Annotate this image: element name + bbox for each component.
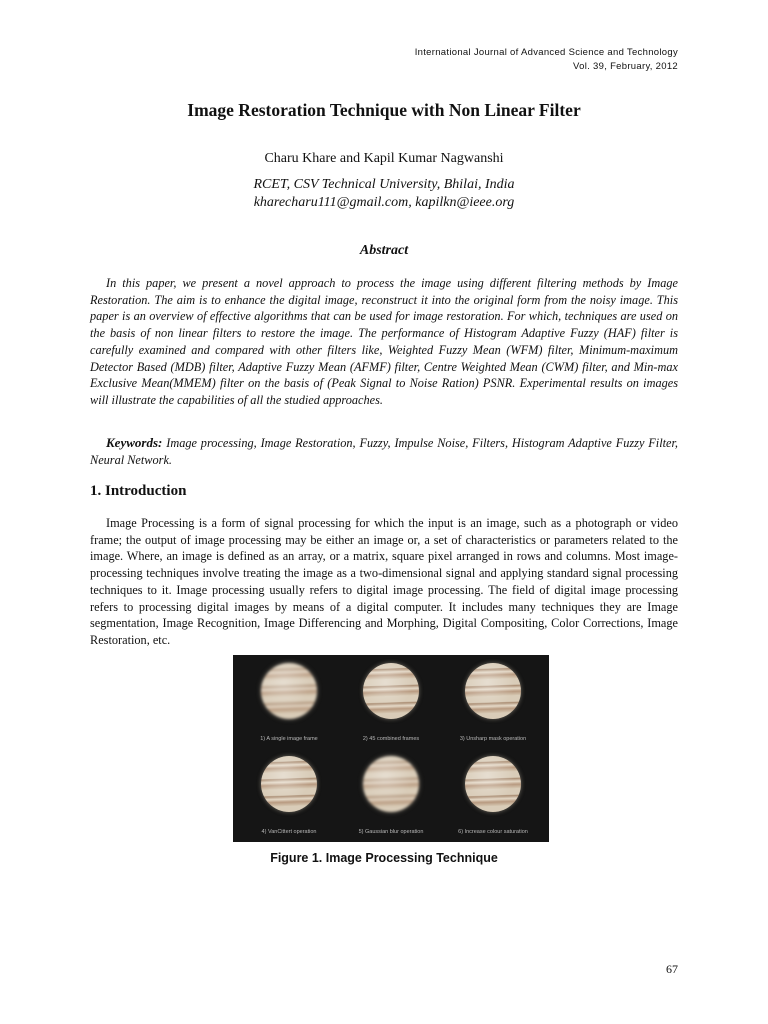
page-number: 67 bbox=[666, 962, 678, 976]
planet-image bbox=[261, 756, 317, 812]
abstract-heading: Abstract bbox=[359, 243, 409, 258]
planet-image bbox=[363, 756, 419, 812]
journal-volume: Vol. 39, February, 2012 bbox=[573, 61, 678, 72]
figure-panel bbox=[347, 655, 435, 748]
planet-image bbox=[465, 663, 521, 719]
introduction-text: Image Processing is a form of signal processing for which the input is an image, such as a photograph or video frame; the output of image processing may be either an image or, a set of characteristics or parameters related to the image. Where, an image is defined as an array, or a matrix, square pixel arranged in rows and columns. Most image-processing techniques involve treating the image as a two-dimensional signal and applying standard signal processing techniques to it. Image processing usually refers to digital image processing. The field of digital image processing refers to processing digital images by means of a digital computer. It includes many techniques they are Image segmentation, Image Recognition, Image Differencing and Morphing, Digital Compositing, Color Corrections, Image Restoration, etc. bbox=[90, 516, 678, 647]
abstract-text: In this paper, we present a novel approach to process the image using different filtering methods by Image Restoration. The aim is to enhance the digital image, reconstruct it into the original form from the noisy image. This paper is an overview of effective algorithms that can be used for image restoration. For which, techniques are used on the basis of non linear filters to restore the image. The performance of Histogram Adaptive Fuzzy (HAF) filter is carefully examined and compared with other filters like, Weighted Fuzzy Mean (WFM) filter, Minimum-maximum Detector Based (MDB) filter, Adaptive Fuzzy Mean (AFMF) filter, Centre Weighted Mean (CWM) filter, and Min-max Exclusive Mean(MMEM) filter on the basis of (Peak Signal to Noise Ration) PSNR. Experimental results on images will illustrate the capabilities of all the studied approaches. bbox=[90, 276, 678, 407]
keywords-paragraph bbox=[90, 435, 678, 468]
planet-image bbox=[261, 663, 317, 719]
author-emails: kharecharu111@gmail.com, kapilkn@ieee.org bbox=[253, 195, 515, 210]
planet-image bbox=[465, 756, 521, 812]
figure-caption: Figure 1. Image Processing Technique bbox=[270, 851, 498, 865]
paper-authors: Charu Khare and Kapil Kumar Nagwanshi bbox=[264, 151, 504, 166]
figure-panel-label: 5) Gaussian blur operation bbox=[358, 829, 424, 835]
figure-panel bbox=[245, 655, 333, 748]
figure-panel-label: 3) Unsharp mask operation bbox=[459, 736, 527, 742]
figure-panel-label: 1) A single image frame bbox=[260, 736, 318, 742]
figure-panel-label: 4) VanCittert operation bbox=[261, 829, 317, 835]
figure-panel bbox=[245, 748, 333, 841]
figure-panel-label: 2) 45 combined frames bbox=[362, 736, 420, 742]
planet-image bbox=[363, 663, 419, 719]
author-affiliation bbox=[0, 176, 768, 212]
figure-panel bbox=[449, 748, 537, 841]
paper-title: Image Restoration Technique with Non Linear Filter bbox=[187, 100, 581, 120]
affiliation-line: RCET, CSV Technical University, Bhilai, India bbox=[253, 177, 515, 192]
keywords-label: Keywords: bbox=[106, 435, 163, 450]
section-heading-introduction: 1. Introduction bbox=[90, 483, 187, 499]
figure-image-grid bbox=[233, 655, 549, 842]
journal-header bbox=[415, 46, 678, 74]
keywords-text: Image processing, Image Restoration, Fuzzy, Impulse Noise, Filters, Histogram Adaptive Fuzzy Filter, Neural Network. bbox=[90, 436, 678, 467]
figure-panel-label: 6) Increase colour saturation bbox=[458, 829, 528, 835]
figure-panel bbox=[449, 655, 537, 748]
figure-panel bbox=[347, 748, 435, 841]
journal-name: International Journal of Advanced Science and Technology bbox=[414, 47, 678, 58]
